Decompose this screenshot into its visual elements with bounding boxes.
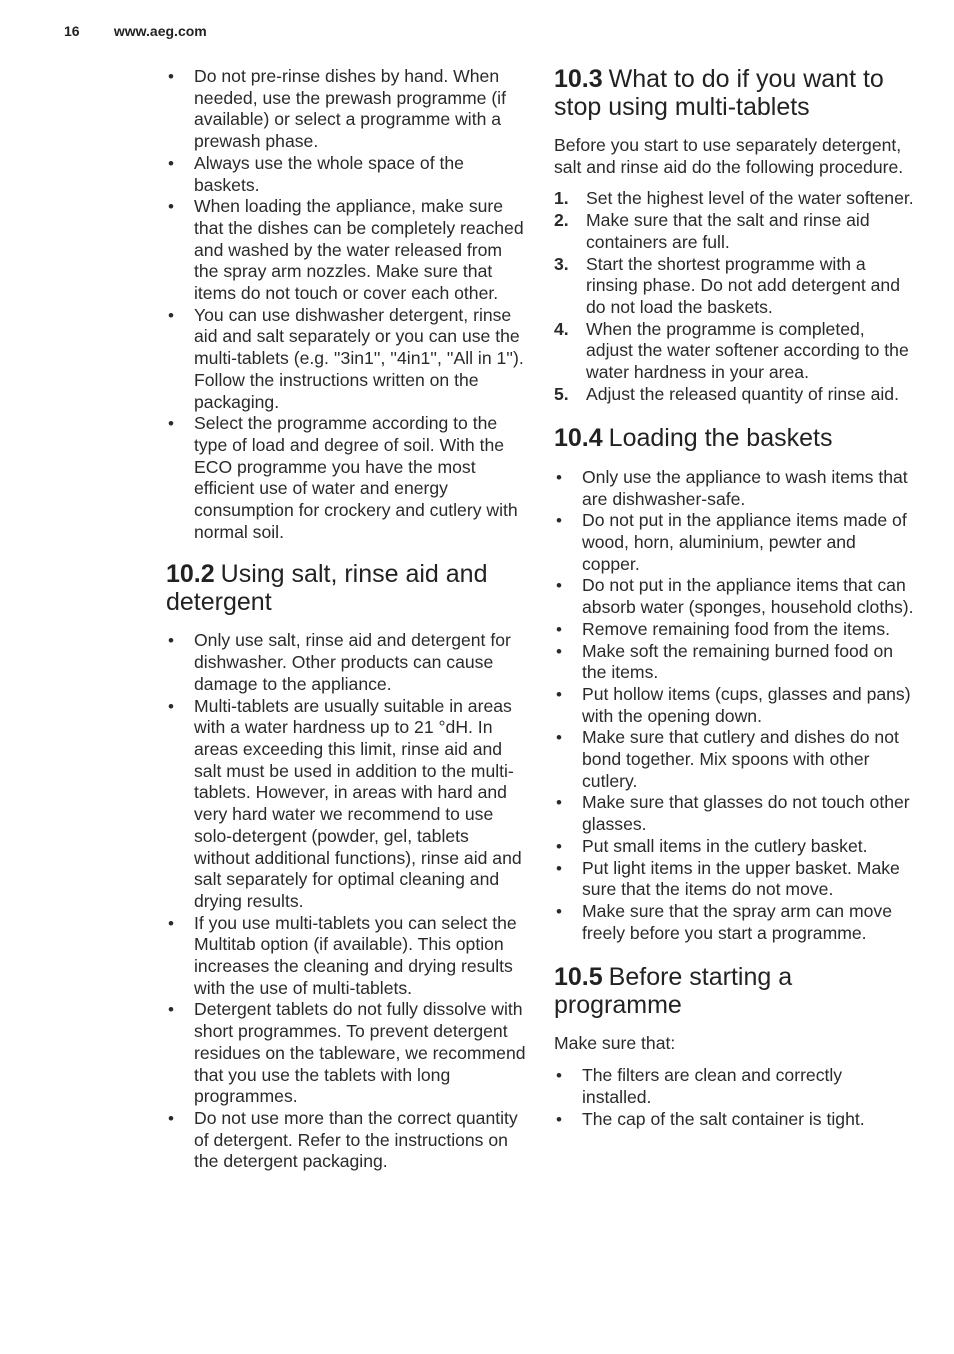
procedure-steps — [554, 188, 914, 405]
list-item: • When loading the appliance, make sure that the dishes can be completely reached and washed by the water released from the spray arm nozzles. Make sure that items do not touch or cover each other. — [166, 196, 528, 305]
list-item: • Make sure that the spray arm can move freely before you start a programme. — [554, 901, 914, 944]
section-heading-10-4 — [554, 425, 914, 453]
step-text: Adjust the released quantity of rinse aid. — [586, 383, 899, 404]
page-number: 16 — [64, 23, 80, 39]
step-number: 1. — [554, 188, 569, 209]
step-item — [554, 319, 914, 384]
intro-bullet-list — [166, 66, 528, 543]
page-header — [64, 23, 207, 39]
section-heading-10-5 — [554, 964, 914, 1019]
list-item: • Put hollow items (cups, glasses and pans) with the opening down. — [554, 684, 914, 727]
step-text: When the programme is completed, adjust the water softener according to the water hardness in your area. — [586, 318, 909, 383]
list-item: • Do not pre-rinse dishes by hand. When needed, use the prewash programme (if available) or select a programme with a prewash phase. — [166, 66, 528, 153]
list-item: • Select the programme according to the type of load and degree of soil. With the ECO programme you have the most efficient use of water and energy consumption for crockery and cutlery with normal soil. — [166, 413, 528, 543]
step-number: 2. — [554, 210, 569, 231]
list-item: • Always use the whole space of the baskets. — [166, 153, 528, 196]
step-text: Make sure that the salt and rinse aid containers are full. — [586, 210, 870, 252]
list-item: • If you use multi-tablets you can select the Multitab option (if available). This option increases the cleaning and drying results with the use of multi-tablets. — [166, 913, 528, 1000]
section-intro: Make sure that: — [554, 1033, 676, 1054]
list-item: • You can use dishwasher detergent, rinse aid and salt separately or you can use the multi-tablets (e.g. ''3in1'', ''4in1'', ''All in 1''). Follow the instructions written on the packaging. — [166, 305, 528, 414]
section-title: Loading the baskets — [608, 424, 833, 453]
loading-bullet-list — [554, 467, 914, 944]
list-item: • Do not put in the appliance items made of wood, horn, aluminium, pewter and copper. — [554, 510, 914, 575]
list-item: • Only use the appliance to wash items that are dishwasher-safe. — [554, 467, 914, 510]
step-item — [554, 254, 914, 319]
list-item: • Do not put in the appliance items that can absorb water (sponges, household cloths). — [554, 575, 914, 618]
section-heading-10-2 — [166, 561, 528, 616]
section-number: 10.5 — [554, 963, 603, 992]
list-item: • Multi-tablets are usually suitable in areas with a water hardness up to 21 °dH. In areas exceeding this limit, rinse aid and salt must be used in addition to the multi-tablets. However, in areas with hard and very hard water we recommend to use solo-detergent (powder, gel, tablets without additional functions), rinse aid and salt separately for optimal cleaning and drying results. — [166, 696, 528, 913]
list-item: • Make sure that cutlery and dishes do not bond together. Mix spoons with other cutlery. — [554, 727, 914, 792]
list-item: • Remove remaining food from the items. — [554, 619, 914, 641]
list-item: • Make soft the remaining burned food on the items. — [554, 641, 914, 684]
website-url: www.aeg.com — [113, 23, 207, 39]
step-item — [554, 384, 914, 406]
section-heading-10-3 — [554, 66, 914, 121]
salt-rinse-bullet-list — [166, 630, 528, 1173]
list-item: • The filters are clean and correctly installed. — [554, 1065, 914, 1108]
section-number: 10.2 — [166, 560, 215, 589]
list-item: • Do not use more than the correct quantity of detergent. Refer to the instructions on the detergent packaging. — [166, 1108, 528, 1173]
step-text: Set the highest level of the water softener. — [586, 188, 914, 209]
before-start-bullet-list — [554, 1065, 914, 1130]
step-item — [554, 210, 914, 253]
list-item: • The cap of the salt container is tight. — [554, 1109, 914, 1131]
section-number: 10.3 — [554, 65, 603, 93]
list-item: • Detergent tablets do not fully dissolve with short programmes. To prevent detergent residues on the tableware, we recommend that you use the tablets with long programmes. — [166, 999, 528, 1108]
section-intro: Before you start to use separately detergent, salt and rinse aid do the following procedure. — [554, 135, 904, 177]
step-text: Start the shortest programme with a rinsing phase. Do not add detergent and do not load the baskets. — [586, 253, 900, 317]
section-title: Before starting a programme — [554, 963, 793, 1019]
list-item: • Only use salt, rinse aid and detergent for dishwasher. Other products can cause damage to the appliance. — [166, 630, 528, 695]
list-item: • Make sure that glasses do not touch other glasses. — [554, 792, 914, 835]
step-number: 3. — [554, 253, 569, 274]
step-number: 5. — [554, 383, 569, 404]
section-number: 10.4 — [554, 424, 603, 453]
section-title: What to do if you want to stop using multi-tablets — [554, 65, 884, 121]
left-column — [166, 66, 528, 1173]
list-item: • Put small items in the cutlery basket. — [554, 836, 914, 858]
section-title: Using salt, rinse aid and detergent — [166, 560, 488, 616]
step-number: 4. — [554, 318, 569, 339]
step-item — [554, 188, 914, 210]
right-column — [554, 66, 914, 1130]
list-item: • Put light items in the upper basket. Make sure that the items do not move. — [554, 858, 914, 901]
